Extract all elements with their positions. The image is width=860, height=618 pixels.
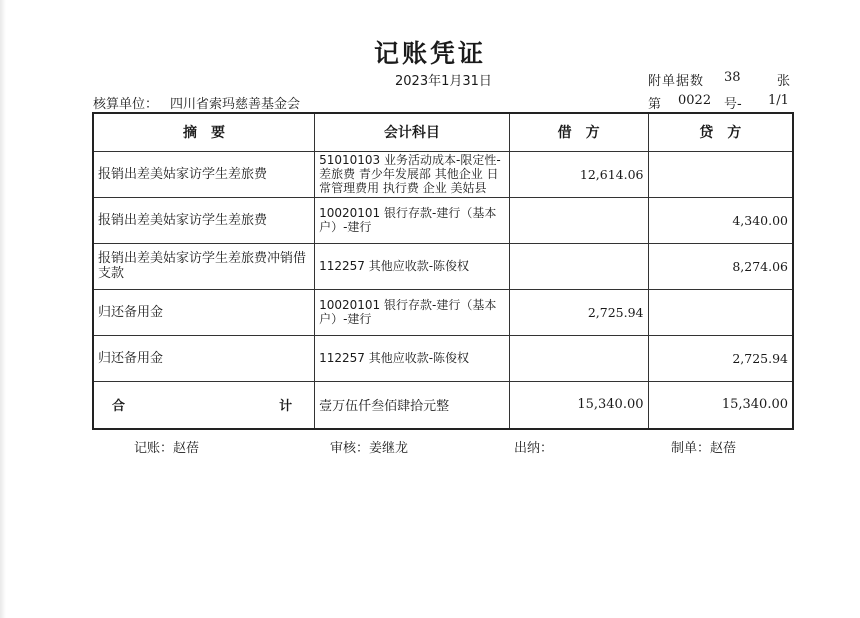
scan-edge-shadow (0, 0, 6, 618)
voucher-title: 记账凭证 (373, 39, 486, 68)
row-debit: 2,725.94 (509, 289, 648, 335)
row-debit: 12,614.06 (509, 151, 648, 197)
footer-cashier: 出纳： (514, 441, 554, 456)
row-summary: 报销出差美姑家访学生差旅费 (93, 197, 315, 243)
voucher-table (92, 112, 794, 430)
footer-bookkeeper: 记账：赵蓓 (134, 441, 200, 456)
table-row (93, 289, 793, 335)
row-debit (509, 335, 648, 381)
row-credit: 2,725.94 (648, 335, 793, 381)
row-debit (509, 243, 648, 289)
table-header-row (93, 113, 793, 151)
total-row (93, 381, 793, 429)
accounting-unit-label: 核算单位： (93, 97, 159, 112)
table-row (93, 335, 793, 381)
voucher-number: 0022 (678, 93, 712, 108)
row-account: 10020101 银行存款-建行（基本户）-建行 (315, 289, 510, 335)
header-summary: 摘 要 (93, 113, 315, 151)
row-summary: 报销出差美姑家访学生差旅费冲销借支款 (93, 243, 315, 289)
total-amount-words: 壹万伍仟叁佰肆拾元整 (315, 381, 510, 429)
row-credit: 8,274.06 (648, 243, 793, 289)
total-debit: 15,340.00 (509, 381, 648, 429)
voucher-number-suffix: 号- (724, 97, 742, 112)
total-label-he: 合 (112, 399, 126, 415)
row-summary: 归还备用金 (93, 335, 315, 381)
header-account: 会计科目 (315, 113, 510, 151)
row-account: 10020101 银行存款-建行（基本户）-建行 (315, 197, 510, 243)
row-summary: 报销出差美姑家访学生差旅费 (93, 151, 315, 197)
total-label-ji: 计 (279, 399, 293, 415)
footer-reviewer: 审核：姜继龙 (330, 441, 409, 456)
row-account: 112257 其他应收款-陈俊权 (315, 335, 510, 381)
attachments-unit: 张 (777, 74, 791, 89)
row-account: 112257 其他应收款-陈俊权 (315, 243, 510, 289)
table-row (93, 151, 793, 197)
voucher-page: 1/1 (768, 93, 789, 108)
accounting-unit-name: 四川省索玛慈善基金会 (170, 97, 301, 112)
voucher-date: 2023年1月31日 (395, 74, 492, 89)
table-row (93, 197, 793, 243)
header-credit: 贷 方 (648, 113, 793, 151)
voucher-number-prefix: 第 (648, 97, 662, 112)
attachments-label: 附单据数 (648, 74, 705, 89)
row-credit (648, 289, 793, 335)
row-credit: 4,340.00 (648, 197, 793, 243)
row-debit (509, 197, 648, 243)
row-credit (648, 151, 793, 197)
footer-preparer: 制单：赵蓓 (671, 441, 737, 456)
attachments-count: 38 (724, 70, 741, 85)
total-label (93, 381, 315, 429)
row-account: 51010103 业务活动成本-限定性-差旅费 青少年发展部 其他企业 日常管理费用 执行费 企业 美姑县 (315, 151, 510, 197)
table-row (93, 243, 793, 289)
row-summary: 归还备用金 (93, 289, 315, 335)
header-debit: 借 方 (509, 113, 648, 151)
total-credit: 15,340.00 (648, 381, 793, 429)
